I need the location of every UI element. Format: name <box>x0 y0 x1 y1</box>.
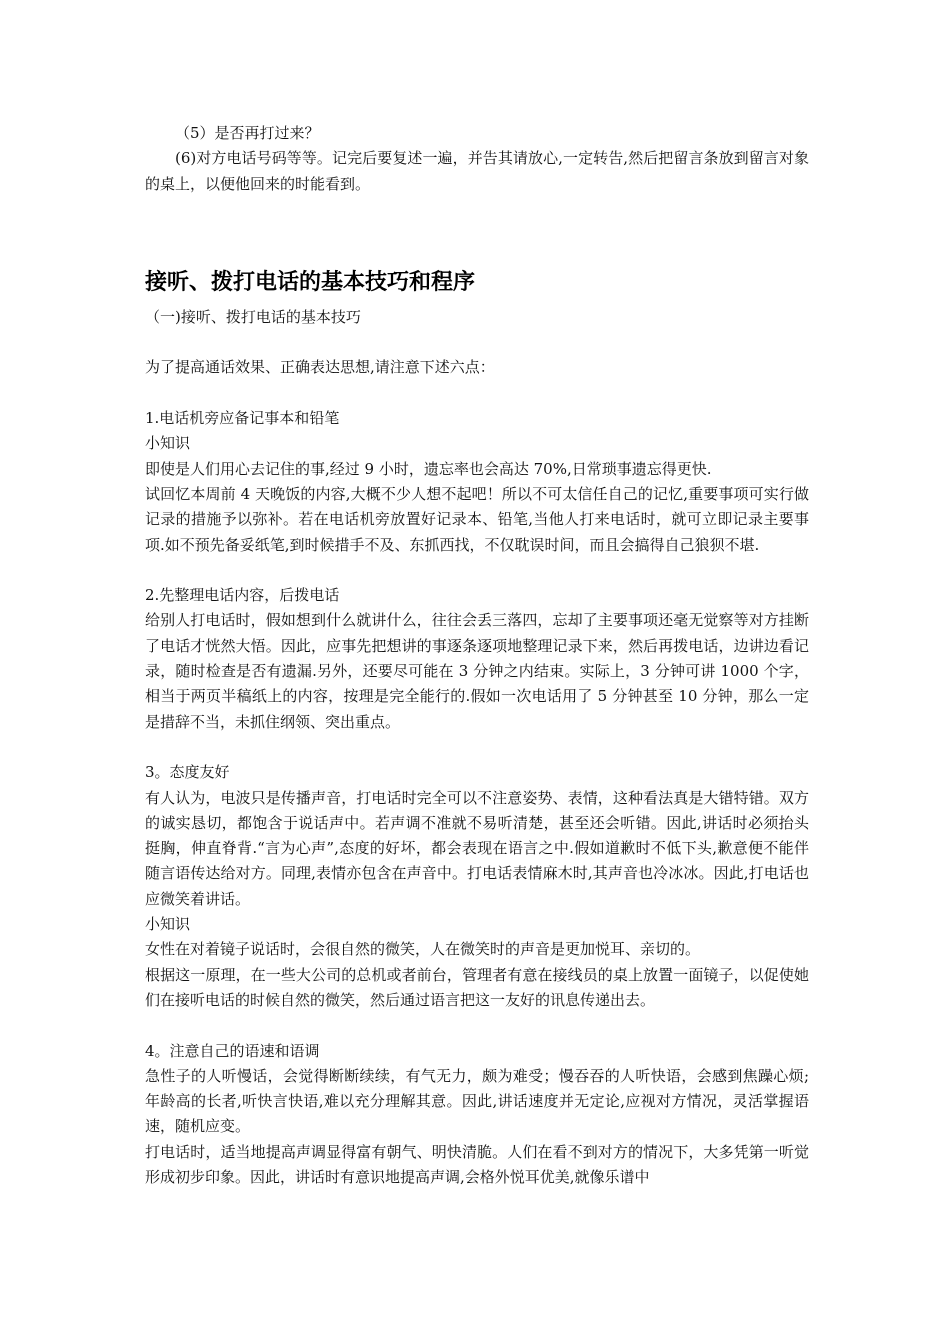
paragraph: 女性在对着镜子说话时，会很自然的微笑，人在微笑时的声音是更加悦耳、亲切的。 <box>145 940 701 959</box>
item-title-3: 3。态度友好 <box>145 763 230 782</box>
paragraph: 打电话时，适当地提高声调显得富有朝气、明快清脆。人们在看不到对方的情况下，大多凭第一听觉形成初步印象。因此，讲话时有意识地提高声调,会格外悦耳优美,就像乐谱中 <box>145 1142 809 1186</box>
paragraph: 即使是人们用心去记住的事,经过 9 小时，遗忘率也会高达 70%,日常琐事遗忘得更快. <box>145 459 712 478</box>
document-body <box>145 121 809 1190</box>
paragraph: 试回忆本周前 4 天晚饭的内容,大概不少人想不起吧！所以不可太信任自己的记忆,重要事项可实行做记录的措施予以弥补。若在电话机旁放置好记录本、铅笔,当他人打来电话时，就可立即记录主要事项.如不预先备妥纸笔,到时候措手不及、东抓西找，不仅耽误时间，而且会搞得自己狼狈不堪. <box>145 484 809 554</box>
item-title-4: 4。注意自己的语速和语调 <box>145 1041 320 1060</box>
paragraph: 急性子的人听慢话，会觉得断断续续，有气无力，颇为难受；慢吞吞的人听快语，会感到焦躁心烦;年龄高的长者,听快言快语,难以充分理解其意。因此,讲话速度并无定论,应视对方情况，灵活掌握语速，随机应变。 <box>145 1066 809 1136</box>
item-title-1: 1.电话机旁应备记事本和铅笔 <box>145 409 340 428</box>
paragraph: 给别人打电话时，假如想到什么就讲什么，往往会丢三落四，忘却了主要事项还毫无觉察等对方挂断了电话才恍然大悟。因此，应事先把想讲的事逐条逐项地整理记录下来，然后再拨电话，边讲边看记录，随时检查是否有遗漏.另外，还要尽可能在 3 分钟之内结束。实际上，3 分钟可讲 1000 个字，相当于两页半稿纸上的内容，按理是完全能行的.假如一次电话用了 5 分钟甚至 10 分钟，那么一定是措辞不当，未抓住纲领、突出重点。 <box>145 611 809 731</box>
section-heading: 接听、拨打电话的基本技巧和程序 <box>145 269 476 295</box>
item-title-2: 2.先整理电话内容，后拨电话 <box>145 586 340 605</box>
paragraph: 有人认为，电波只是传播声音，打电话时完全可以不注意姿势、表情，这种看法真是大错特错。双方的诚实恳切，都饱含于说话声中。若声调不准就不易听清楚，甚至还会听错。因此,讲话时必须抬头挺胸，伸直脊背.“言为心声”,态度的好坏，都会表现在语言之中.假如道歉时不低下头,歉意便不能伴随言语传达给对方。同理,表情亦包含在声音中。打电话表情麻木时,其声音也冷冰冰。因此,打电话也应微笑着讲话。 <box>145 788 809 908</box>
intro-line-2: (6)对方电话号码等等。记完后要复述一遍，并告其请放心,一定转告,然后把留言条放到留言对象的桌上，以便他回来的时能看到。 <box>145 149 809 193</box>
subheading: （一)接听、拨打电话的基本技巧 <box>145 307 361 326</box>
paragraph: 小知识 <box>145 434 191 453</box>
paragraph: 小知识 <box>145 915 191 934</box>
intro-line-1: （5）是否再打过来？ <box>175 124 320 142</box>
lead-paragraph: 为了提高通话效果、正确表达思想,请注意下述六点： <box>145 358 495 377</box>
paragraph: 根据这一原理，在一些大公司的总机或者前台，管理者有意在接线员的桌上放置一面镜子，以促使她们在接听电话的时候自然的微笑，然后通过语言把这一友好的讯息传递出去。 <box>145 965 809 1009</box>
